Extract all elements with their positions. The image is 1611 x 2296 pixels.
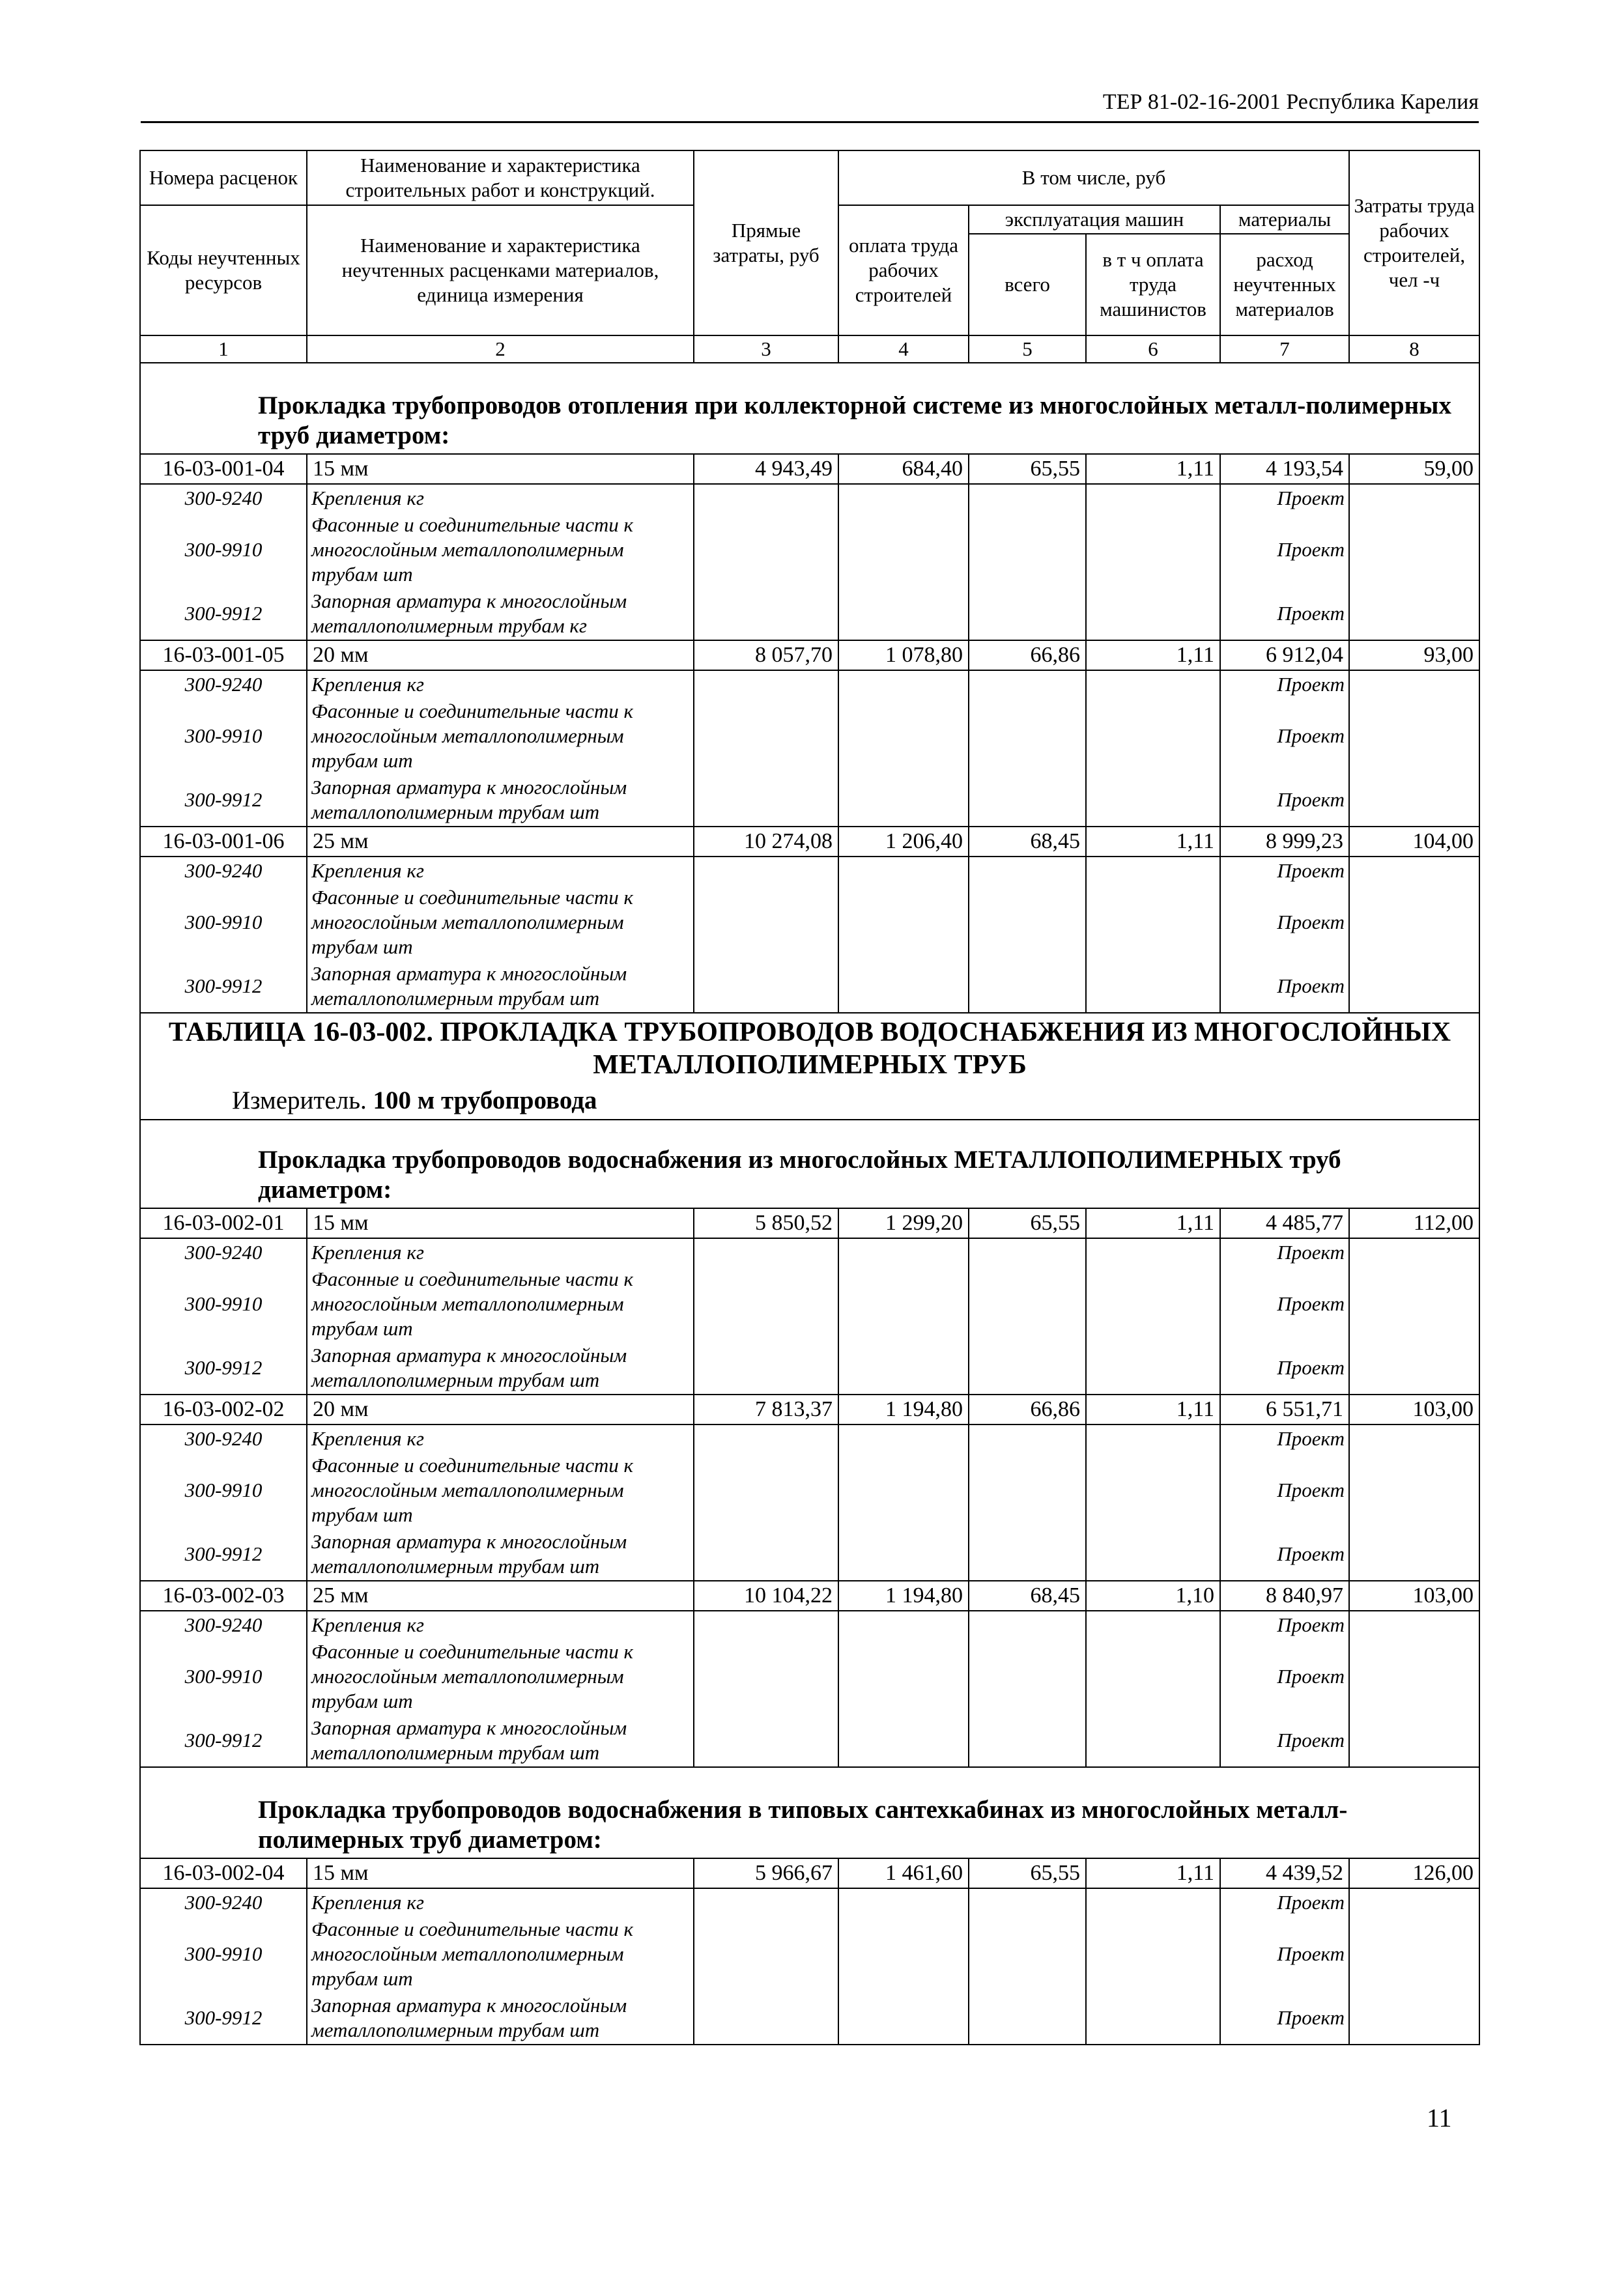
resource-row	[140, 1888, 1479, 1916]
resource-name: Крепления кг	[307, 1424, 694, 1453]
meter-row	[140, 1084, 1479, 1120]
labor-hours: 126,00	[1349, 1858, 1479, 1888]
operators-pay: 1,11	[1086, 827, 1220, 857]
rate-name: 15 мм	[307, 1208, 694, 1238]
section-heading-row	[140, 363, 1479, 454]
meter-label: Измеритель.	[232, 1086, 367, 1114]
materials-cost: 6 912,04	[1220, 640, 1349, 670]
direct-costs: 10 274,08	[694, 827, 838, 857]
col-number: 8	[1349, 335, 1479, 363]
direct-costs: 5 966,67	[694, 1858, 838, 1888]
project-mark: Проект	[1220, 885, 1349, 960]
machines-total: 66,86	[969, 640, 1086, 670]
operators-pay: 1,10	[1086, 1581, 1220, 1611]
resource-code: 300-9910	[140, 885, 307, 960]
rates-table	[139, 150, 1480, 2045]
machines-total: 68,45	[969, 827, 1086, 857]
resource-name: Фасонные и соединительные части к многослойным металлополимерным трубам шт	[307, 1266, 694, 1342]
header-direct-costs: Прямые затраты, руб	[694, 150, 838, 335]
project-mark: Проект	[1220, 1714, 1349, 1767]
col-number: 7	[1220, 335, 1349, 363]
resource-row	[140, 670, 1479, 698]
project-mark: Проект	[1220, 1888, 1349, 1916]
resource-name: Запорная арматура к многослойным металлополимерным трубам шт	[307, 1714, 694, 1767]
machines-total: 66,86	[969, 1395, 1086, 1424]
resource-code: 300-9910	[140, 1639, 307, 1714]
project-mark: Проект	[1220, 1453, 1349, 1528]
resource-code: 300-9910	[140, 1453, 307, 1528]
resource-code: 300-9912	[140, 1342, 307, 1395]
meter-value: 100 м трубопровода	[373, 1086, 597, 1114]
direct-costs: 10 104,22	[694, 1581, 838, 1611]
direct-costs: 5 850,52	[694, 1208, 838, 1238]
resource-name: Крепления кг	[307, 670, 694, 698]
rate-row	[140, 1858, 1479, 1888]
resource-code: 300-9912	[140, 774, 307, 827]
labor-pay: 1 461,60	[838, 1858, 969, 1888]
resource-code: 300-9910	[140, 1916, 307, 1992]
labor-pay: 1 206,40	[838, 827, 969, 857]
header-materials: материалы	[1220, 205, 1349, 234]
resource-code: 300-9240	[140, 1238, 307, 1266]
project-mark: Проект	[1220, 1424, 1349, 1453]
project-mark: Проект	[1220, 670, 1349, 698]
resource-code: 300-9912	[140, 1528, 307, 1581]
resource-code: 300-9240	[140, 1424, 307, 1453]
resource-name: Крепления кг	[307, 1611, 694, 1639]
resource-code: 300-9910	[140, 698, 307, 774]
rate-code: 16-03-001-06	[140, 827, 307, 857]
resource-row	[140, 774, 1479, 827]
materials-cost: 8 840,97	[1220, 1581, 1349, 1611]
resource-name: Фасонные и соединительные части к многослойным металлополимерным трубам шт	[307, 885, 694, 960]
running-header	[141, 83, 1479, 123]
resource-row	[140, 1453, 1479, 1528]
header-labor-hours: Затраты труда рабочих строителей, чел -ч	[1349, 150, 1479, 335]
col-number: 1	[140, 335, 307, 363]
project-mark: Проект	[1220, 1916, 1349, 1992]
header-materials-usage: расход неучтенных материалов	[1220, 234, 1349, 335]
resource-row	[140, 857, 1479, 885]
header-machines-total: всего	[969, 234, 1086, 335]
rate-code: 16-03-001-04	[140, 454, 307, 484]
resource-row	[140, 1528, 1479, 1581]
section-heading-row	[140, 1120, 1479, 1208]
rate-row	[140, 1581, 1479, 1611]
col-number: 5	[969, 335, 1086, 363]
header-material-names: Наименование и характеристика неучтенных расценками материалов, единица измерения	[307, 205, 694, 335]
resource-row	[140, 484, 1479, 512]
header-labor-pay: оплата труда рабочих строителей	[838, 205, 969, 335]
resource-code: 300-9912	[140, 1714, 307, 1767]
resource-name: Запорная арматура к многослойным металлополимерным трубам шт	[307, 1992, 694, 2045]
resource-code: 300-9912	[140, 1992, 307, 2045]
materials-cost: 4 485,77	[1220, 1208, 1349, 1238]
direct-costs: 8 057,70	[694, 640, 838, 670]
direct-costs: 7 813,37	[694, 1395, 838, 1424]
rate-code: 16-03-001-05	[140, 640, 307, 670]
operators-pay: 1,11	[1086, 1395, 1220, 1424]
rate-name: 25 мм	[307, 1581, 694, 1611]
rate-code: 16-03-002-04	[140, 1858, 307, 1888]
labor-pay: 1 194,80	[838, 1581, 969, 1611]
resource-row	[140, 885, 1479, 960]
section-heading: Прокладка трубопроводов отопления при коллекторной системе из многослойных металл-полимерных труб диаметром:	[140, 363, 1479, 454]
project-mark: Проект	[1220, 1639, 1349, 1714]
resource-row	[140, 588, 1479, 640]
labor-hours: 104,00	[1349, 827, 1479, 857]
resource-row	[140, 1238, 1479, 1266]
labor-hours: 93,00	[1349, 640, 1479, 670]
resource-name: Запорная арматура к многослойным металлополимерным трубам шт	[307, 774, 694, 827]
project-mark: Проект	[1220, 1992, 1349, 2045]
project-mark: Проект	[1220, 484, 1349, 512]
project-mark: Проект	[1220, 857, 1349, 885]
resource-code: 300-9912	[140, 588, 307, 640]
project-mark: Проект	[1220, 774, 1349, 827]
table-title: ТАБЛИЦА 16-03-002. ПРОКЛАДКА ТРУБОПРОВОДОВ ВОДОСНАБЖЕНИЯ ИЗ МНОГОСЛОЙНЫХ МЕТАЛЛОПОЛИМЕРНЫХ ТРУБ	[140, 1013, 1479, 1084]
col-number: 6	[1086, 335, 1220, 363]
project-mark: Проект	[1220, 1342, 1349, 1395]
resource-code: 300-9240	[140, 670, 307, 698]
resource-code: 300-9240	[140, 1611, 307, 1639]
rate-code: 16-03-002-03	[140, 1581, 307, 1611]
rate-name: 15 мм	[307, 1858, 694, 1888]
materials-cost: 4 193,54	[1220, 454, 1349, 484]
project-mark: Проект	[1220, 1611, 1349, 1639]
machines-total: 68,45	[969, 1581, 1086, 1611]
resource-name: Крепления кг	[307, 1238, 694, 1266]
resource-row	[140, 1992, 1479, 2045]
rate-name: 15 мм	[307, 454, 694, 484]
project-mark: Проект	[1220, 960, 1349, 1013]
section-heading-row	[140, 1767, 1479, 1858]
rate-row	[140, 640, 1479, 670]
resource-name: Крепления кг	[307, 857, 694, 885]
resource-row	[140, 698, 1479, 774]
rate-row	[140, 454, 1479, 484]
resource-row	[140, 1611, 1479, 1639]
project-mark: Проект	[1220, 1266, 1349, 1342]
col-number: 2	[307, 335, 694, 363]
labor-hours: 103,00	[1349, 1581, 1479, 1611]
rate-name: 20 мм	[307, 1395, 694, 1424]
resource-row	[140, 1424, 1479, 1453]
resource-code: 300-9240	[140, 484, 307, 512]
operators-pay: 1,11	[1086, 1208, 1220, 1238]
labor-pay: 1 194,80	[838, 1395, 969, 1424]
page-number: 11	[1427, 2103, 1452, 2133]
resource-row	[140, 512, 1479, 588]
resource-code: 300-9910	[140, 1266, 307, 1342]
rate-row	[140, 827, 1479, 857]
header-row-1	[140, 150, 1479, 205]
header-machines: эксплуатация машин	[969, 205, 1220, 234]
rate-code: 16-03-002-02	[140, 1395, 307, 1424]
resource-code: 300-9910	[140, 512, 307, 588]
resource-name: Запорная арматура к многослойным металлополимерным трубам кг	[307, 588, 694, 640]
resource-code: 300-9912	[140, 960, 307, 1013]
header-incl-group: В том числе, руб	[838, 150, 1349, 205]
header-operators-pay: в т ч оплата труда машинистов	[1086, 234, 1220, 335]
resource-row	[140, 1266, 1479, 1342]
labor-hours: 103,00	[1349, 1395, 1479, 1424]
rate-name: 25 мм	[307, 827, 694, 857]
machines-total: 65,55	[969, 1208, 1086, 1238]
header-resource-codes: Коды неучтенных ресурсов	[140, 205, 307, 335]
materials-cost: 8 999,23	[1220, 827, 1349, 857]
resource-code: 300-9240	[140, 857, 307, 885]
resource-name: Крепления кг	[307, 1888, 694, 1916]
resource-name: Фасонные и соединительные части к многослойным металлополимерным трубам шт	[307, 698, 694, 774]
meter-line	[140, 1084, 1479, 1120]
resource-row	[140, 1916, 1479, 1992]
resource-row	[140, 960, 1479, 1013]
header-rate-numbers: Номера расценок	[140, 150, 307, 205]
table-title-row	[140, 1013, 1479, 1084]
resource-row	[140, 1639, 1479, 1714]
resource-name: Запорная арматура к многослойным металлополимерным трубам шт	[307, 1528, 694, 1581]
rate-name: 20 мм	[307, 640, 694, 670]
resource-row	[140, 1714, 1479, 1767]
resource-name: Фасонные и соединительные части к многослойным металлополимерным трубам шт	[307, 1453, 694, 1528]
resource-name: Фасонные и соединительные части к многослойным металлополимерным трубам шт	[307, 1916, 694, 1992]
project-mark: Проект	[1220, 698, 1349, 774]
labor-hours: 112,00	[1349, 1208, 1479, 1238]
rate-code: 16-03-002-01	[140, 1208, 307, 1238]
machines-total: 65,55	[969, 1858, 1086, 1888]
rates-table-wrapper	[139, 150, 1479, 2045]
section-heading: Прокладка трубопроводов водоснабжения из многослойных МЕТАЛЛОПОЛИМЕРНЫХ труб диаметром:	[140, 1120, 1479, 1208]
operators-pay: 1,11	[1086, 454, 1220, 484]
materials-cost: 4 439,52	[1220, 1858, 1349, 1888]
labor-hours: 59,00	[1349, 454, 1479, 484]
section-heading: Прокладка трубопроводов водоснабжения в типовых сантехкабинах из многослойных металл-полимерных труб диаметром:	[140, 1767, 1479, 1858]
project-mark: Проект	[1220, 512, 1349, 588]
labor-pay: 1 078,80	[838, 640, 969, 670]
rate-row	[140, 1208, 1479, 1238]
document-code: ТЕР 81-02-16-2001 Республика Карелия	[1102, 90, 1479, 114]
machines-total: 65,55	[969, 454, 1086, 484]
direct-costs: 4 943,49	[694, 454, 838, 484]
resource-name: Крепления кг	[307, 484, 694, 512]
col-number: 4	[838, 335, 969, 363]
labor-pay: 1 299,20	[838, 1208, 969, 1238]
resource-name: Фасонные и соединительные части к многослойным металлополимерным трубам шт	[307, 1639, 694, 1714]
resource-name: Запорная арматура к многослойным металлополимерным трубам шт	[307, 960, 694, 1013]
resource-row	[140, 1342, 1479, 1395]
operators-pay: 1,11	[1086, 640, 1220, 670]
resource-name: Фасонные и соединительные части к многослойным металлополимерным трубам шт	[307, 512, 694, 588]
rate-row	[140, 1395, 1479, 1424]
resource-name: Запорная арматура к многослойным металлополимерным трубам шт	[307, 1342, 694, 1395]
operators-pay: 1,11	[1086, 1858, 1220, 1888]
project-mark: Проект	[1220, 1238, 1349, 1266]
col-number: 3	[694, 335, 838, 363]
project-mark: Проект	[1220, 588, 1349, 640]
resource-code: 300-9240	[140, 1888, 307, 1916]
column-numbers-row	[140, 335, 1479, 363]
materials-cost: 6 551,71	[1220, 1395, 1349, 1424]
project-mark: Проект	[1220, 1528, 1349, 1581]
labor-pay: 684,40	[838, 454, 969, 484]
header-work-name: Наименование и характеристика строительных работ и конструкций.	[307, 150, 694, 205]
